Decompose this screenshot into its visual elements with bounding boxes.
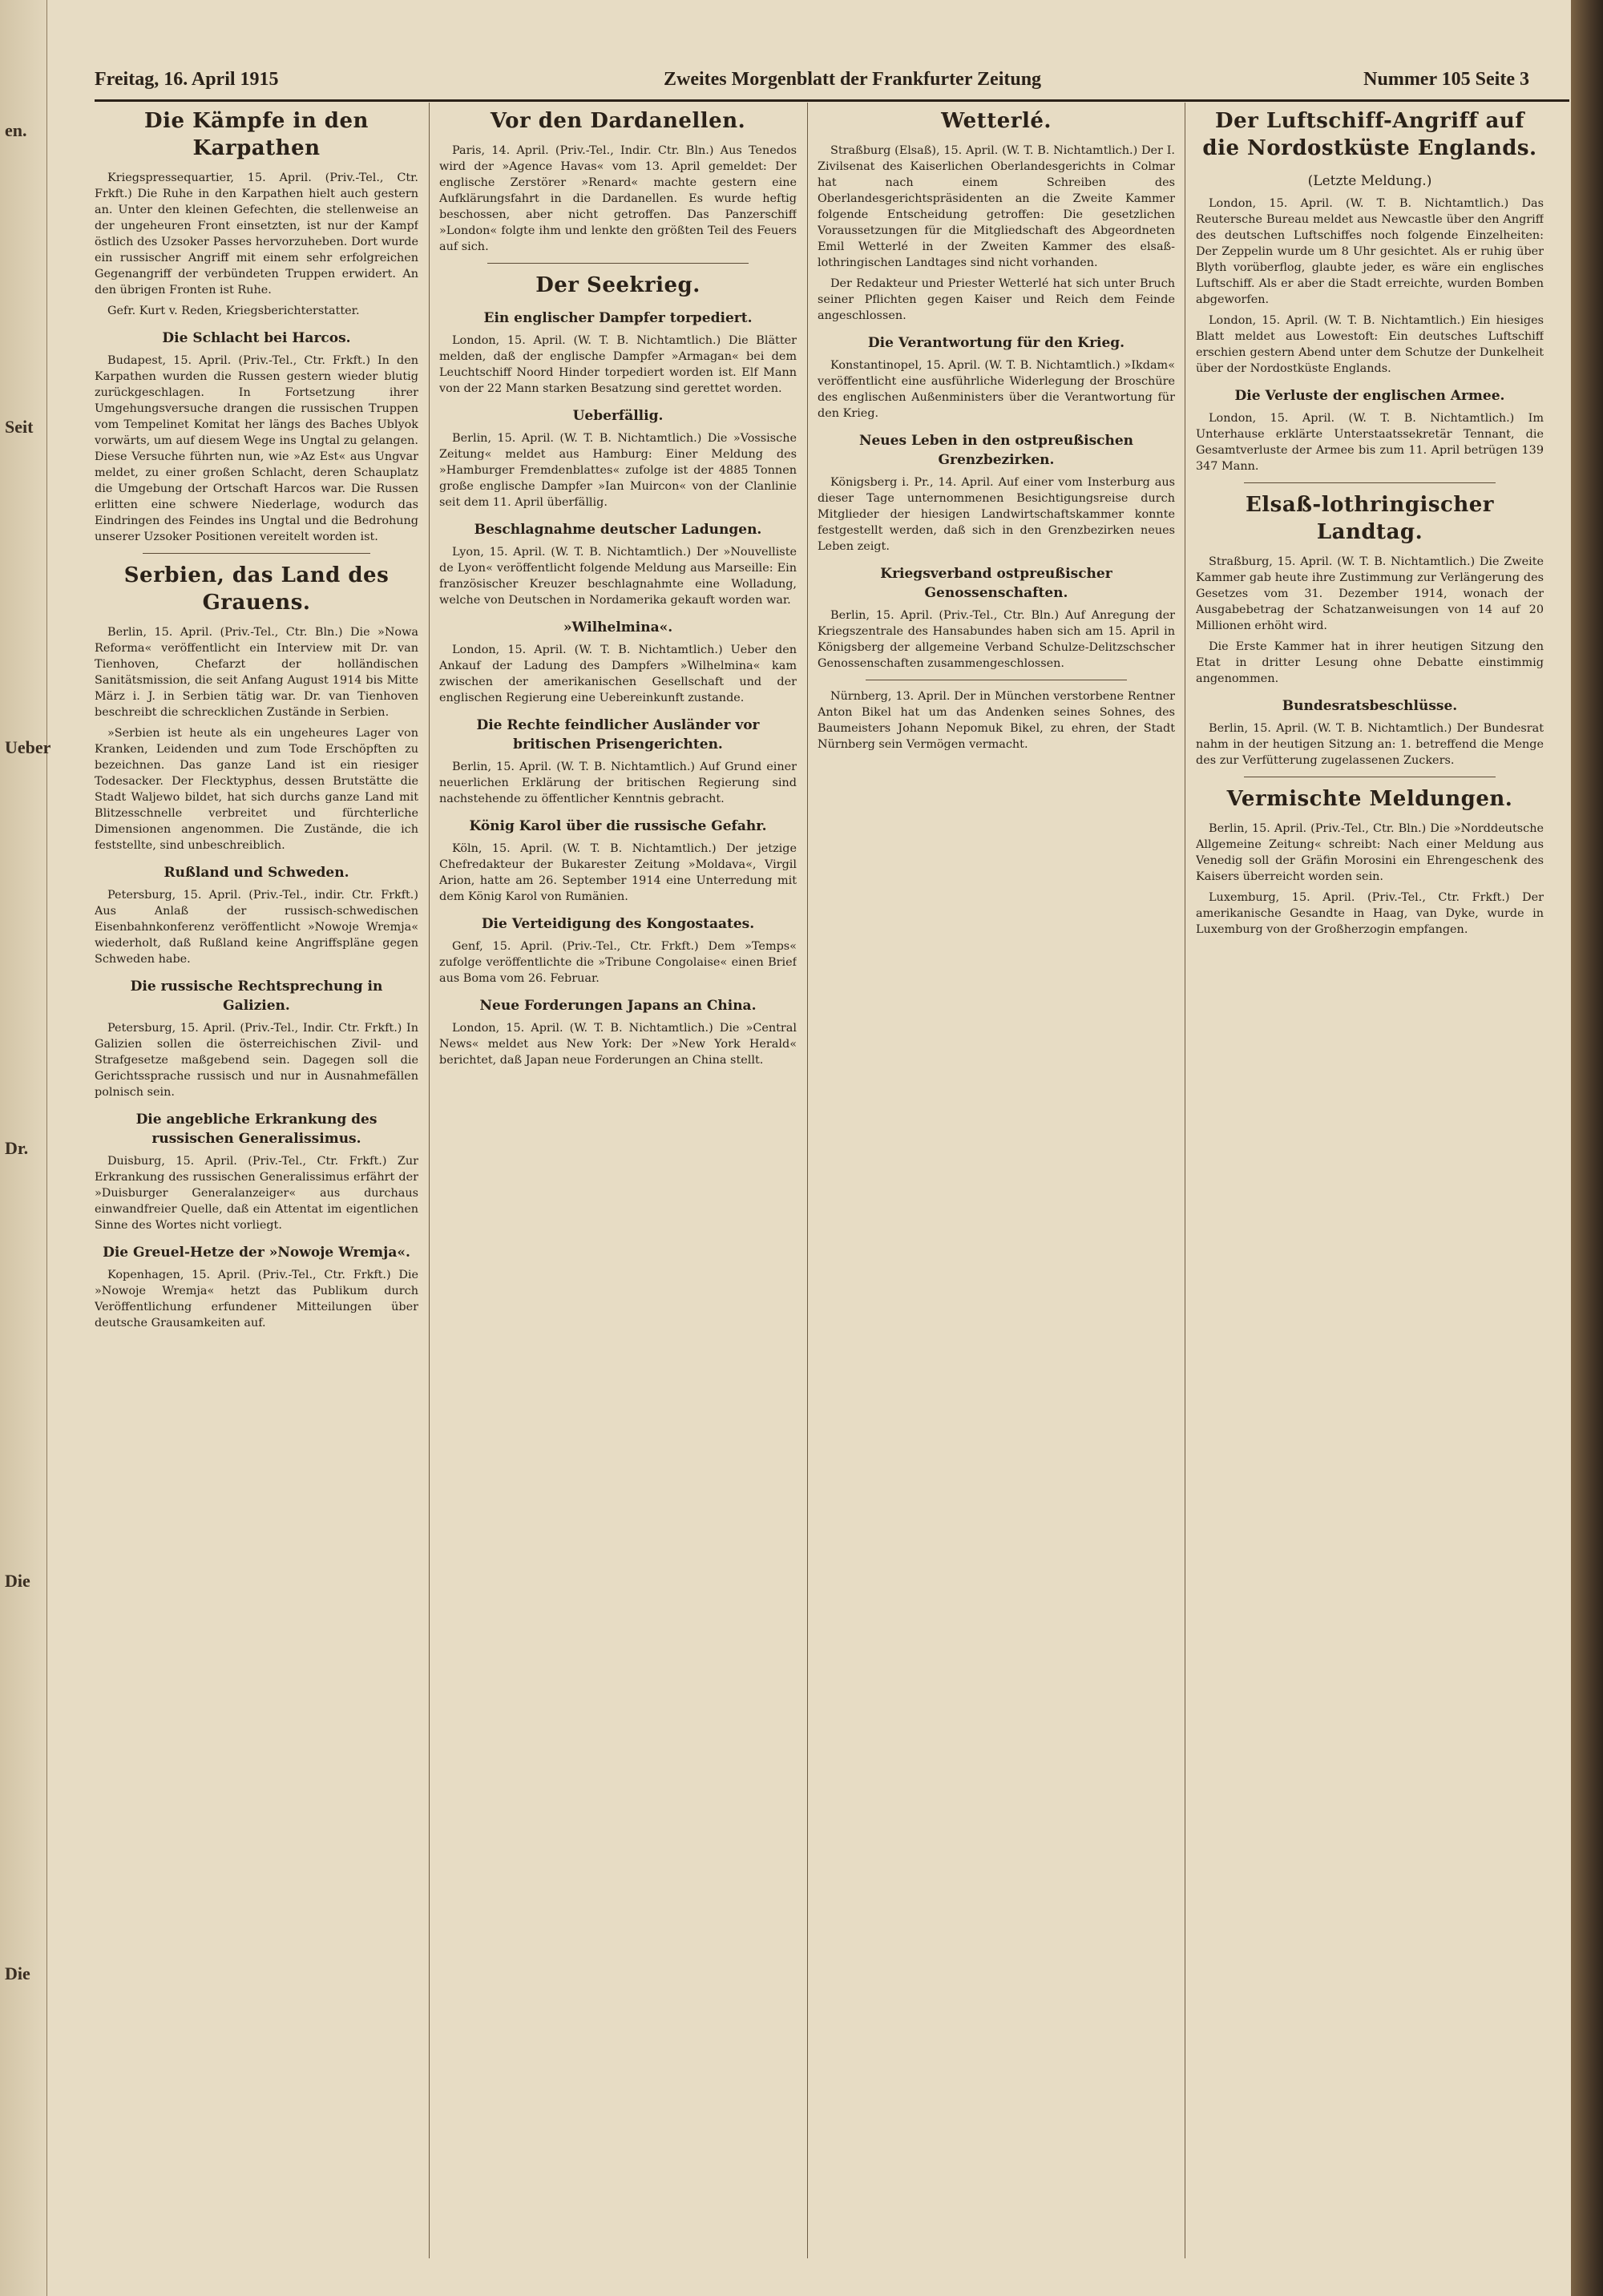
left-page-edge (0, 0, 51, 2296)
article-paragraph: Straßburg, 15. April. (W. T. B. Nichtamtlich.) Die Zweite Kammer gab heute ihre Zustimmung zur Verlängerung des Gesetzes vom 31. Dezember 1914, wonach der Ausgabebetrag der Schatzanweisungen von 14 auf 20 Millionen erhöht wird. (1196, 555, 1544, 632)
column-3 (818, 103, 1175, 2258)
subheadline: Die Schlacht bei Harcos. (162, 330, 351, 346)
subheadline: Die Verluste der englischen Armee. (1234, 388, 1505, 404)
subheadline: (Letzte Meldung.) (1307, 173, 1432, 189)
headline-serbien: Serbien, das Land des Grauens. (123, 563, 390, 615)
article-paragraph: London, 15. April. (W. T. B. Nichtamtlich.) Ueber den Ankauf der Ladung des Dampfers »Wilhelmina« kam zwischen der amerikanischen Gesellschaft und der englischen Regierung eine Uebereinkunft zustande. (439, 644, 797, 704)
headline-landtag: Elsaß-lothringischer Landtag. (1245, 493, 1494, 544)
article-paragraph: Nürnberg, 13. April. Der in München verstorbene Rentner Anton Bikel hat um das Andenken seines Sohnes, des Baumeisters Johann Nepomuk Bikel, zu ehren, der Stadt Nürnberg sein Vermögen vermacht. (818, 690, 1175, 751)
subheadline: Die Verantwortung für den Krieg. (867, 335, 1125, 351)
article-paragraph: London, 15. April. (W. T. B. Nichtamtlich.) Ein hiesiges Blatt meldet aus Lowestoft: Ein deutsches Luftschiff erschien gestern Abend unter dem Schutze der Dunkelheit über der Nordostküste Englands. (1196, 314, 1544, 375)
header-date: Freitag, 16. April 1915 (95, 69, 279, 90)
column-rule (807, 103, 808, 2258)
article-paragraph: Berlin, 15. April. (Priv.-Tel., Ctr. Bln.) Die »Norddeutsche Allgemeine Zeitung« schreibt: Nach einer Meldung aus Venedig soll der Gräfin Morosini ein Ehrengeschenk des Kaisers überreicht worden sein. (1196, 822, 1544, 883)
subheadline: Die Greuel-Hetze der »Nowoje Wremja«. (103, 1245, 410, 1261)
article-paragraph: London, 15. April. (W. T. B. Nichtamtlich.) Im Unterhause erklärte Unterstaatssekretär Tennant, die Gesamtverluste der Armee bis zum 11. April betrügen 139 347 Mann. (1196, 412, 1544, 473)
subheadline: Rußland und Schweden. (164, 865, 349, 881)
headline-wetterle: Wetterlé. (941, 109, 1052, 133)
article-paragraph: London, 15. April. (W. T. B. Nichtamtlich.) Das Reutersche Bureau meldet aus Newcastle über den Angriff des deutschen Luftschiffes noch folgende Einzelheiten: Der Zeppelin wurde um 8 Uhr gesichtet. Als er ruhig über Blyth vorüberflog, glaubte jeder, es wäre ein englisches Luftschiff. Als er aber die Stadt erreichte, wurden Bomben abgeworfen. (1196, 197, 1544, 306)
article-paragraph: Lyon, 15. April. (W. T. B. Nichtamtlich.) Der »Nouvelliste de Lyon« veröffentlicht folgende Meldung aus Marseille: Ein französischer Kreuzer beschlagnahmte eine Wolladung, welche von Deutschen in Nordamerika gekauft worden war. (439, 546, 797, 607)
subheadline: Die angebliche Erkrankung des russischen Generalissimus. (135, 1112, 378, 1147)
article-paragraph: Die Erste Kammer hat in ihrer heutigen Sitzung den Etat in dritter Lesung ohne Debatte einstimmig angenommen. (1196, 640, 1544, 685)
article-paragraph: Genf, 15. April. (Priv.-Tel., Ctr. Frkft.) Dem »Temps« zufolge veröffentlichte die »Tribune Congolaise« einen Brief aus Boma vom 26. Februar. (439, 940, 797, 985)
header-masthead: Zweites Morgenblatt der Frankfurter Zeitung (664, 69, 1042, 90)
article-paragraph: Berlin, 15. April. (Priv.-Tel., Ctr. Bln.) Die »Nowa Reforma« veröffentlicht ein Interview mit Dr. van Tienhoven, Chefarzt der holländischen Sanitätsmission, die seit Anfang August 1914 bis Mitte März i. J. in Serbien tätig war. Dr. van Tienhoven beschreibt die schrecklichen Zustände in Serbien. (95, 626, 418, 719)
gutter-letter: Dr. (5, 1138, 29, 1158)
gutter-letter: en. (5, 120, 27, 140)
article-paragraph: Petersburg, 15. April. (Priv.-Tel., Indir. Ctr. Frkft.) In Galizien sollen die österreichischen Zivil- und Strafgesetze maßgebend sein. Dagegen soll die Gerichtssprache russisch und nur in Ausnahmefällen polnisch sein. (95, 1022, 418, 1099)
article-paragraph: Konstantinopel, 15. April. (W. T. B. Nichtamtlich.) »Ikdam« veröffentlicht eine ausführliche Widerlegung der Broschüre des englischen Außenministers über die Verantwortung für den Krieg. (818, 359, 1175, 420)
article-paragraph: London, 15. April. (W. T. B. Nichtamtlich.) Die Blätter melden, daß der englische Dampfer »Armagan« bei dem Leuchtschiff Noord Hinder torpediert worden ist. Elf Mann von der 22 Mann starken Besatzung sind gerettet worden. (439, 334, 797, 395)
article-paragraph: Kopenhagen, 15. April. (Priv.-Tel., Ctr. Frkft.) Die »Nowoje Wremja« hetzt das Publikum durch Veröffentlichung erfundener Mitteilungen über deutsche Grausamkeiten auf. (95, 1269, 418, 1330)
headline-vermischte: Vermischte Meldungen. (1226, 787, 1513, 811)
gutter-letter: Seit (5, 417, 34, 437)
subheadline: Die Verteidigung des Kongostaates. (481, 916, 755, 932)
article-paragraph: Budapest, 15. April. (Priv.-Tel., Ctr. Frkft.) In den Karpathen wurden die Russen gestern wieder blutig zurückgeschlagen. In Fortsetzung ihrer Umgehungsversuche drangen die russischen Truppen vom Tempelinet Komitat her längs des Baches Ublyok vorwärts, um auf diesem Wege ins Ungtal zu gelangen. Diese Versuche führten nun, wie »Az Est« aus Ungvar meldet, zu einer großen Schlacht, deren Schauplatz die Umgebung der Ortschaft Harcos war. Die Russen erlitten eine schwere Niederlage, wodurch das Eindringen des Feindes ins Ungtal und die Bedrohung unserer Uzsoker Positionen vereitelt worden ist. (95, 354, 418, 543)
divider (487, 263, 749, 264)
subheadline: »Wilhelmina«. (563, 619, 673, 636)
gutter-letter: Die (5, 1571, 30, 1591)
header-page-number: Nummer 105 Seite 3 (1363, 69, 1529, 90)
column-rule (429, 103, 430, 2258)
article-paragraph: »Serbien ist heute als ein ungeheures Lager von Kranken, Leidenden und zum Tode Erschöpften zu bezeichnen. Das ganze Land ist ein riesiger Todesacker. Der Flecktyphus, dessen Brutstätte die Stadt Waljewo bildet, hat sich durchs ganze Land mit Blitzesschnelle verbreitet und fürchterliche Dimensionen angenommen. Die Zustände, die ich feststellte, sind unbeschreiblich. (95, 727, 418, 852)
article-paragraph: Königsberg i. Pr., 14. April. Auf einer vom Insterburg aus dieser Tage unternommenen Besichtigungsreise durch Mitglieder der hiesigen Landwirtschaftskammer konnte festgestellt werden, daß sich in den Grenzbezirken neues Leben zeigt. (818, 476, 1175, 553)
article-paragraph: London, 15. April. (W. T. B. Nichtamtlich.) Die »Central News« meldet aus New York: Der »New York Herald« berichtet, daß Japan neue Forderungen an China stellt. (439, 1022, 797, 1067)
article-paragraph: Berlin, 15. April. (W. T. B. Nichtamtlich.) Der Bundesrat nahm in der heutigen Sitzung an: 1. betreffend die Menge des zur Verfütterung zugelassenen Zuckers. (1196, 722, 1544, 767)
article-paragraph: Der Redakteur und Priester Wetterlé hat sich unter Bruch seiner Pflichten gegen Kaiser und Reich dem Feinde angeschlossen. (818, 277, 1175, 322)
gutter-letter: Die (5, 1963, 30, 1983)
article-paragraph: Kriegspressequartier, 15. April. (Priv.-Tel., Ctr. Frkft.) Die Ruhe in den Karpathen hielt auch gestern an. Unter den kleinen Gefechten, die stellenweise an der ungeheuren Front einsetzten, ist nur der Kampf östlich des Uzsoker Passes hervorzuheben. Dort wurde ein russischer Angriff mit einem sehr erfolgreichen Gegenangriff der verbündeten Truppen erwidert. An den übrigen Fronten ist Ruhe. (95, 171, 418, 297)
subheadline: Beschlagnahme deutscher Ladungen. (474, 522, 762, 538)
article-paragraph: Berlin, 15. April. (W. T. B. Nichtamtlich.) Auf Grund einer neuerlichen Erklärung der britischen Regierung sind nachstehende zu öffentlicher Kenntnis gebracht. (439, 761, 797, 805)
subheadline: Die russische Rechtsprechung in Galizien. (130, 979, 383, 1014)
subheadline: Neues Leben in den ostpreußischen Grenzbezirken. (858, 433, 1134, 468)
subheadline: König Karol über die russische Gefahr. (469, 818, 767, 834)
article-paragraph: Petersburg, 15. April. (Priv.-Tel., indir. Ctr. Frkft.) Aus Anlaß der russisch-schwedischen Eisenbahnkonferenz veröffentlicht »Nowoje Wremja« wiederholt, daß Rußland keine Angriffspläne gegen Schweden habe. (95, 889, 418, 966)
article-paragraph: Straßburg (Elsaß), 15. April. (W. T. B. Nichtamtlich.) Der I. Zivilsenat des Kaiserlichen Oberlandesgerichts in Colmar hat nach einem Schreiben des Oberlandesgerichtspräsidenten an die Zweite Kammer folgende Entscheidung getroffen: Die gesetzlichen Voraussetzungen für die Mitgliedschaft des Abgeordneten Emil Wetterlé in der Zweiten Kammer des elsaß-lothringischen Landtages sind nicht vorhanden. (818, 144, 1175, 269)
headline-dardanellen: Vor den Dardanellen. (490, 109, 746, 133)
subheadline: Ein englischer Dampfer torpediert. (483, 310, 753, 326)
gutter-letter: Ueber (5, 737, 51, 757)
divider (1244, 482, 1496, 483)
divider (143, 553, 370, 554)
article-paragraph: Berlin, 15. April. (W. T. B. Nichtamtlich.) Die »Vossische Zeitung« meldet aus Hamburg: Einer Meldung des »Hamburger Fremdenblattes« zufolge ist der 4885 Tonnen große englische Dampfer »Ian Muircon« von der Clanlinie seit dem 11. April überfällig. (439, 432, 797, 509)
column-4 (1196, 103, 1544, 2258)
article-paragraph: Paris, 14. April. (Priv.-Tel., Indir. Ctr. Bln.) Aus Tenedos wird der »Agence Havas« vom 13. April gemeldet: Der englische Zerstörer »Renard« machte gestern eine Aufklärungsfahrt in die Dardanellen. Es wurde heftig beschossen, aber nicht getroffen. Das Panzerschiff »London« folgte ihm und lenkte den größten Teil des Feuers auf sich. (439, 144, 797, 253)
byline: Gefr. Kurt v. Reden, Kriegsberichterstatter. (107, 305, 360, 317)
article-paragraph: Berlin, 15. April. (Priv.-Tel., Ctr. Bln.) Auf Anregung der Kriegszentrale des Hansabundes haben sich am 15. April in Königsberg der allgemeine Verband Schulze-Delitzschscher Genossenschaften zusammengeschlossen. (818, 609, 1175, 670)
article-paragraph: Köln, 15. April. (W. T. B. Nichtamtlich.) Der jetzige Chefredakteur der Bukarester Zeitung »Moldava«, Virgil Arion, hatte am 26. September 1914 eine Unterredung mit dem König Karol von Rumänien. (439, 842, 797, 903)
headline-seekrieg: Der Seekrieg. (535, 273, 701, 297)
book-binding (1571, 0, 1603, 2296)
subheadline: Neue Forderungen Japans an China. (479, 998, 757, 1014)
subheadline: Die Rechte feindlicher Ausländer vor britischen Prisengerichten. (476, 717, 760, 753)
column-2 (439, 103, 797, 2258)
article-paragraph: Duisburg, 15. April. (Priv.-Tel., Ctr. Frkft.) Zur Erkrankung des russischen Generalissimus erfährt der »Duisburger Generalanzeiger« aus durchaus einwandfreier Quelle, daß ein Attentat im eigentlichen Sinne des Wortes nicht vorliegt. (95, 1155, 418, 1232)
headline-luftschiff: Der Luftschiff-Angriff auf die Nordostküste Englands. (1202, 109, 1537, 160)
subheadline: Ueberfällig. (572, 408, 664, 424)
subheadline: Kriegsverband ostpreußischer Genossenschaften. (880, 566, 1112, 601)
headline-karpathen: Die Kämpfe in den Karpathen (144, 109, 369, 160)
article-paragraph: Luxemburg, 15. April. (Priv.-Tel., Ctr. Frkft.) Der amerikanische Gesandte in Haag, van Dyke, wurde in Luxemburg von der Großherzogin empfangen. (1196, 891, 1544, 936)
subheadline: Bundesratsbeschlüsse. (1282, 698, 1458, 714)
page-header (95, 64, 1569, 102)
column-1 (95, 103, 418, 2258)
